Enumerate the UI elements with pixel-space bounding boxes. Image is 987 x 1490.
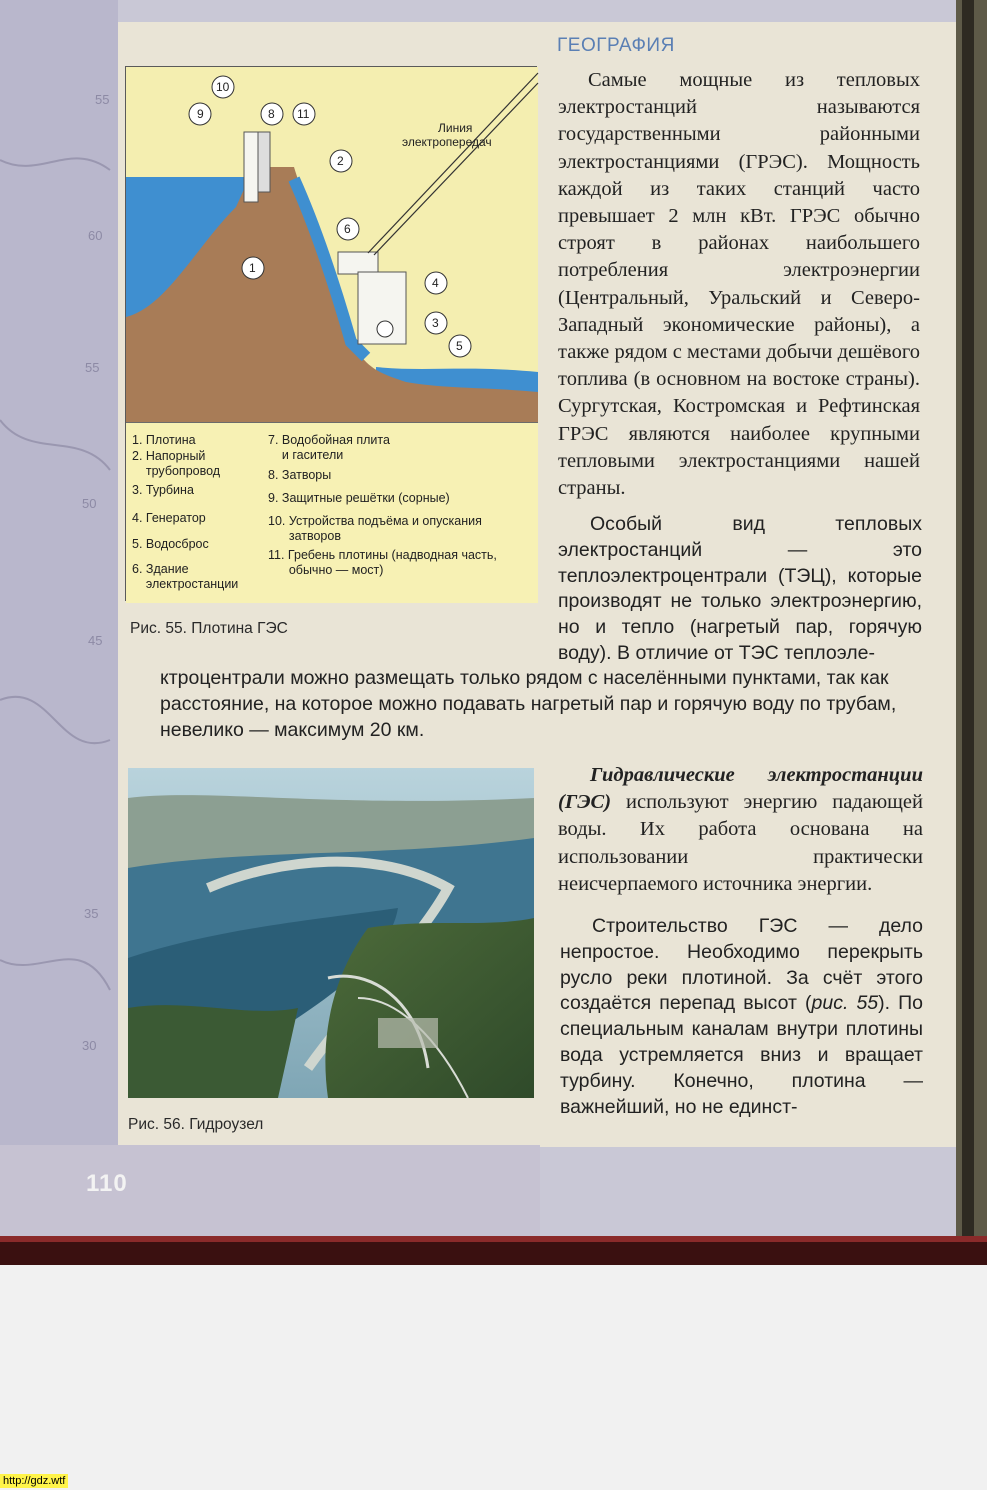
marker-6 — [337, 218, 359, 240]
legend-item-4: 4. Генератор — [132, 511, 206, 525]
svg-text:1: 1 — [249, 261, 256, 275]
svg-text:5: 5 — [456, 339, 463, 353]
marker-1 — [242, 257, 264, 279]
svg-text:8: 8 — [268, 107, 275, 121]
legend-item-8: 8. Затворы — [268, 468, 332, 482]
legend-item-6: 6. Здание электростанции — [132, 562, 239, 591]
ges-term: Гидравлические электростанции (ГЭС) — [558, 764, 923, 814]
marker-8 — [261, 103, 283, 125]
ges-text: используют энергию падающей воды. Их работа основана на использовании практически неисчерпаемого источника энергии. — [558, 791, 923, 895]
legend-item-5: 5. Водосброс — [132, 537, 209, 551]
figure-55-caption: Рис. 55. Плотина ГЭС — [130, 620, 288, 637]
page-number: 110 — [86, 1170, 128, 1197]
svg-text:10: 10 — [216, 80, 230, 94]
marker-5 — [449, 335, 471, 357]
legend-item-9: 9. Защитные решётки (сорные) — [268, 491, 450, 505]
legend-item-1: 1. Плотина — [132, 433, 196, 447]
book-edge-shadow — [962, 0, 974, 1265]
watermark-link[interactable]: http://gdz.wtf — [0, 1474, 68, 1488]
svg-text:11: 11 — [297, 107, 310, 121]
svg-text:55: 55 — [95, 92, 110, 107]
gate-tower — [244, 132, 258, 202]
folio-band — [0, 1145, 540, 1237]
book-cover-strip-top — [0, 1236, 987, 1242]
dam-diagram — [125, 66, 537, 601]
marker-2 — [330, 150, 352, 172]
section-header: ГЕОГРАФИЯ — [557, 35, 675, 56]
legend-item-11: 11. Гребень плотины (надводная часть, обычно — мост) — [268, 548, 497, 577]
marker-10 — [212, 76, 234, 98]
legend-item-2: 2. Напорный трубопровод — [132, 449, 221, 478]
figure-56-caption: Рис. 56. Гидроузел — [128, 1116, 264, 1133]
powerhouse — [338, 252, 378, 274]
legend-item-3: 3. Турбина — [132, 483, 194, 497]
paragraph-gres: Самые мощные из тепловых электростанций называются государственными районными электростанциями (ГРЭС). Мощность каждой из таких станций часто превышает 2 млн кВт. ГРЭС обычно строят в районах наибольшего потребления электроэнергии (Центральный, Уральский и Северо-Западный экономические районы), а также рядом с местами добычи дешёвого топлива (в основном на востоке страны). Сургутская, Костромская и Рефтинская ГРЭС являются наиболее крупными тепловыми электростанциями нашей страны. — [558, 69, 920, 500]
svg-text:6: 6 — [344, 222, 351, 236]
dam-aerial-photo — [128, 768, 534, 1098]
legend-item-7: 7. Водобойная плита и гасители — [268, 433, 390, 462]
construction-text-b: ). По специальным каналам внутри плотины вода устремляется вниз и вращает турбину. Конечно, плотина — важнейший, но не единст- — [560, 992, 923, 1118]
svg-text:45: 45 — [88, 633, 103, 648]
paragraph-tec-start: Особый вид тепловых электростанций — это теплоэлектроцентрали (ТЭЦ), которые производят не только электроэнергию, но и тепло (нагретый пар, горячую воду). В отличие от ТЭС теплоэле- — [558, 513, 922, 664]
marker-4 — [425, 272, 447, 294]
svg-text:3: 3 — [432, 316, 439, 330]
marker-9 — [189, 103, 211, 125]
paragraph-ges-construction — [560, 914, 923, 1120]
marker-3 — [425, 312, 447, 334]
svg-text:35: 35 — [84, 906, 99, 921]
svg-text:Линия электропередач: Линия электропередач — [402, 121, 492, 149]
svg-text:2: 2 — [337, 154, 344, 168]
svg-text:60: 60 — [88, 228, 103, 243]
svg-text:4: 4 — [432, 276, 439, 290]
svg-text:30: 30 — [82, 1038, 97, 1053]
svg-text:55: 55 — [85, 360, 100, 375]
paragraph-tec-continued: ктроцентрали можно размещать только рядом с населёнными пунктами, так как расстояние, на которое можно подавать нагретый пар и горячую воду по трубам, невелико — максимум 20 км. — [160, 667, 897, 741]
svg-text:9: 9 — [197, 107, 204, 121]
dam-cross-section — [126, 67, 538, 423]
marker-11 — [293, 103, 315, 125]
legend-item-10: 10. Устройства подъёма и опускания затворов — [268, 514, 482, 543]
figure-reference: рис. 55 — [811, 992, 879, 1015]
svg-text:50: 50 — [82, 496, 97, 511]
construction-text-a: Строительство ГЭС — дело непростое. Необходимо перекрыть русло реки плотиной. За счёт этого создаётся перепад высот ( — [560, 915, 923, 1015]
dam-legend — [126, 422, 538, 603]
paragraph-ges — [558, 762, 923, 898]
